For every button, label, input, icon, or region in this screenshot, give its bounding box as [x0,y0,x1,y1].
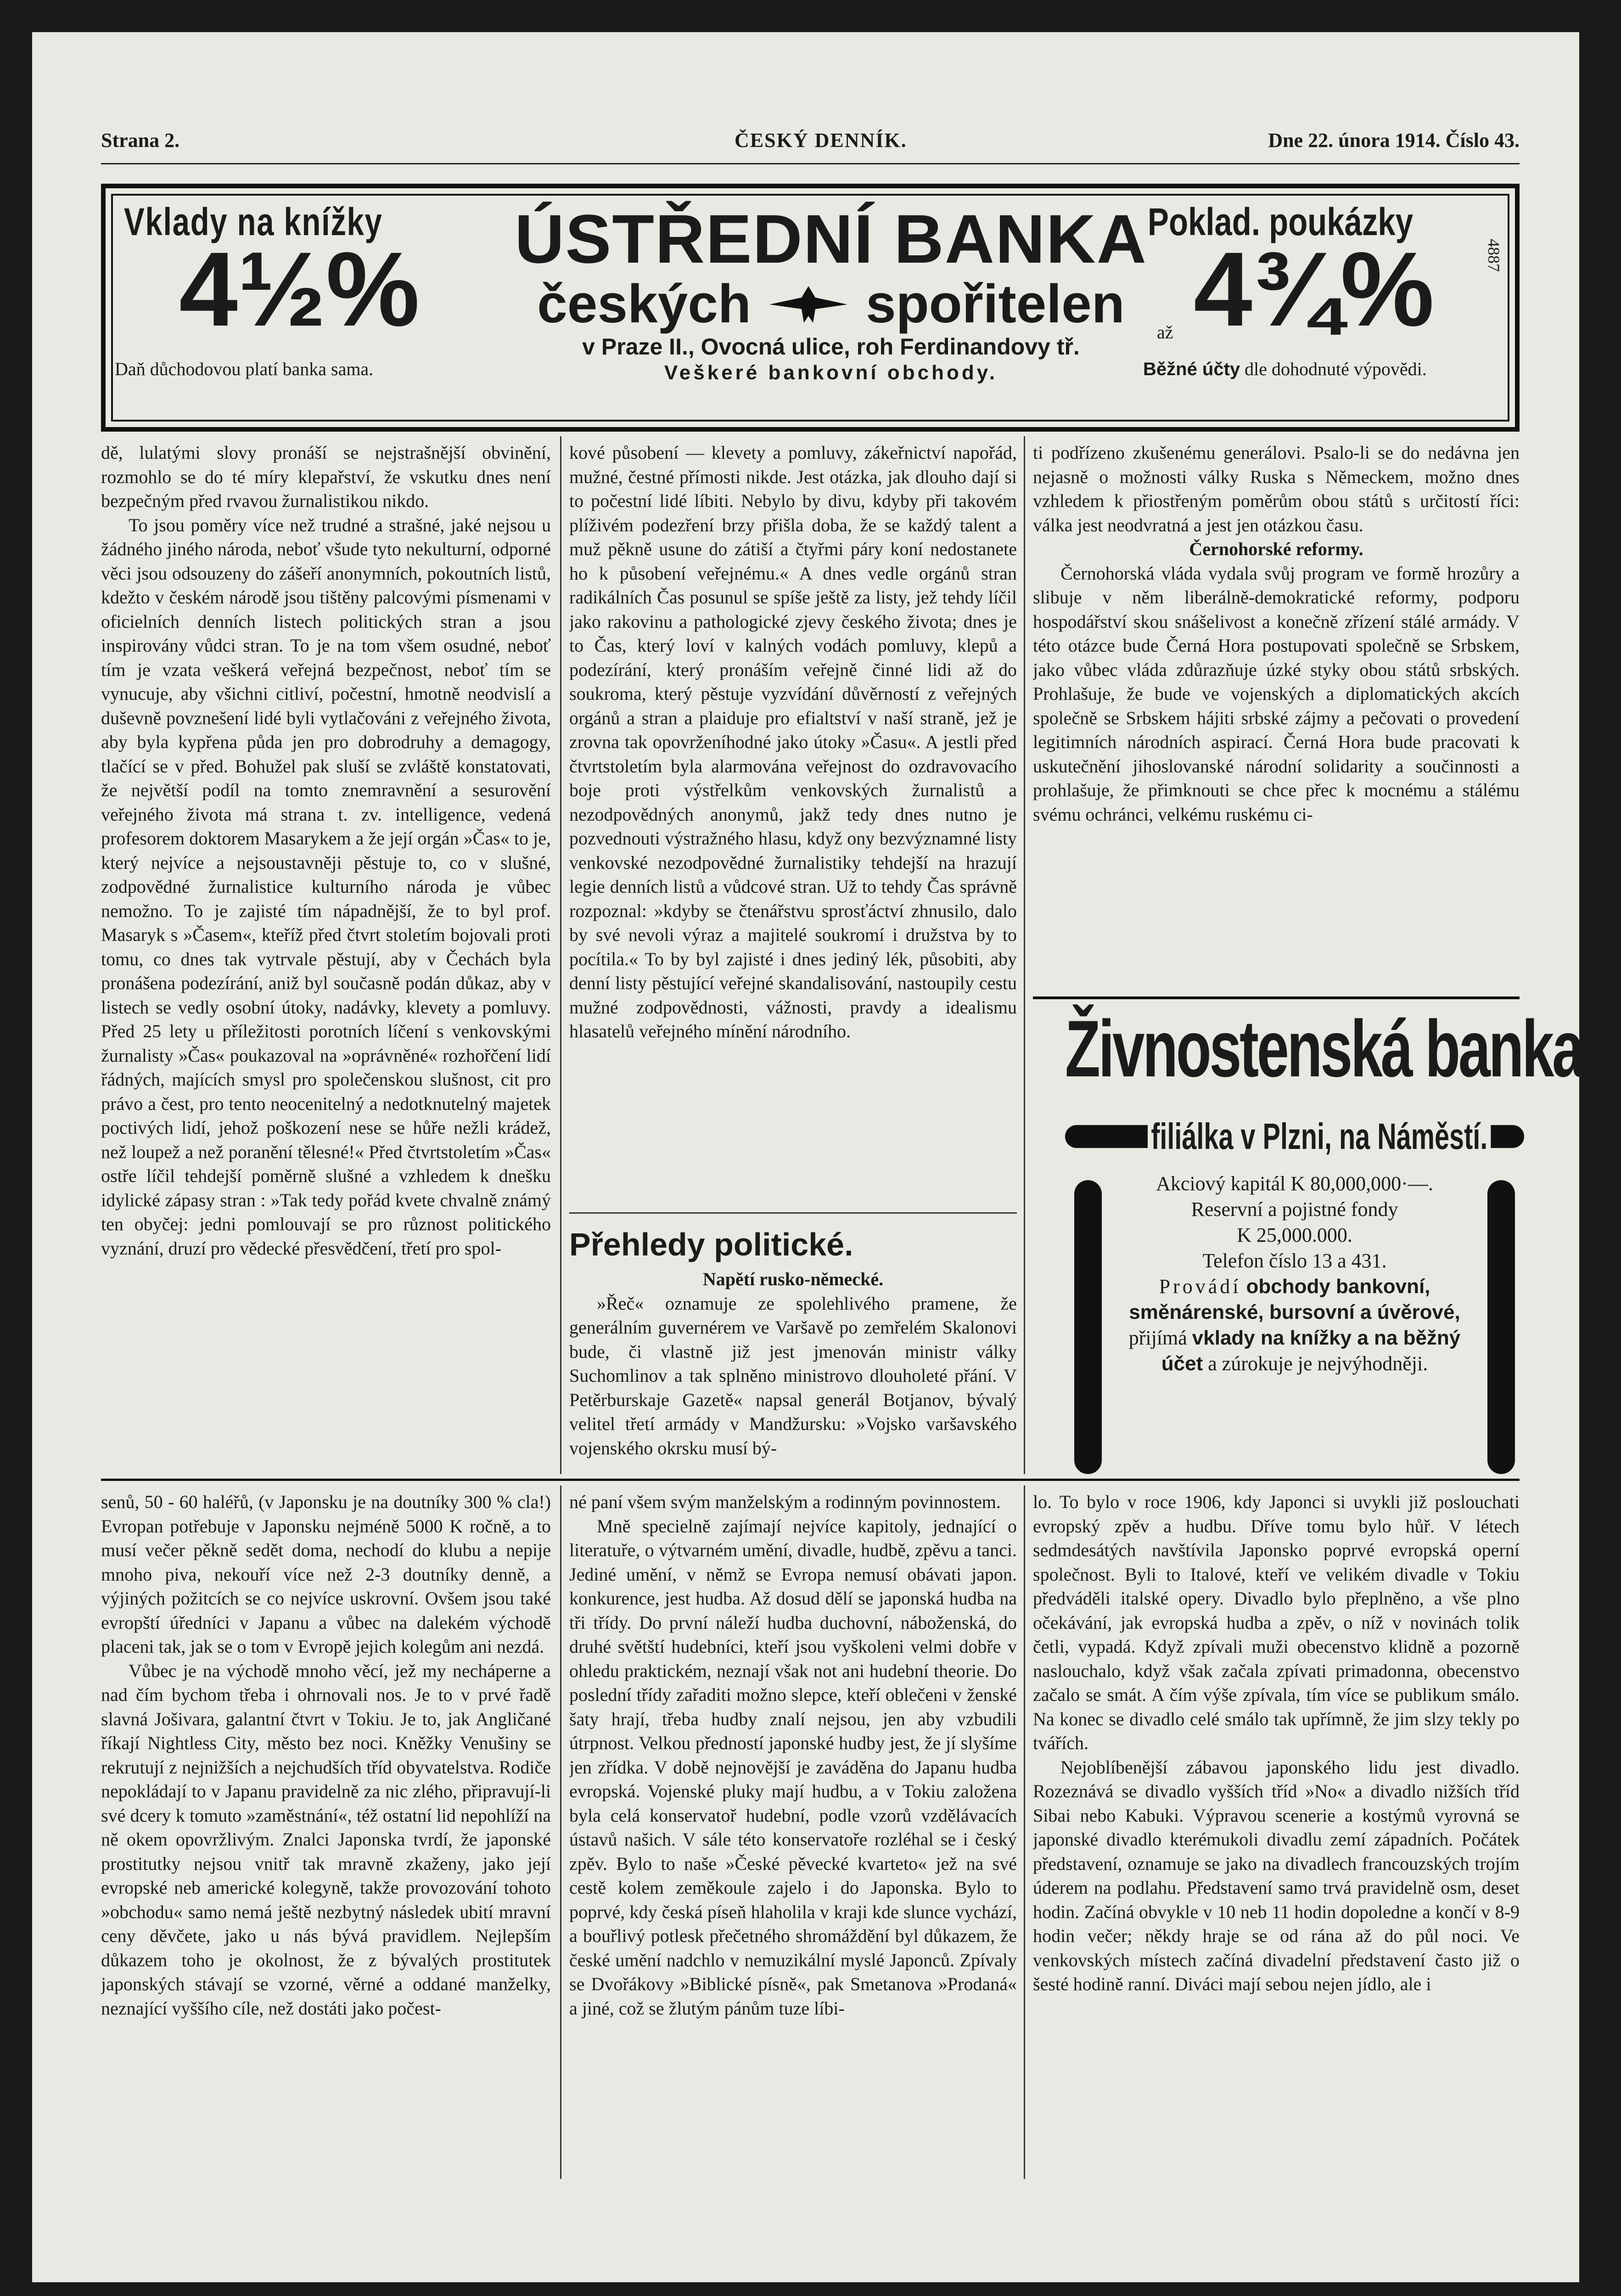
deposit-note: Daň důchodovou platí banka sama. [115,359,374,379]
header-rule [101,163,1520,164]
lower1-paragraph: senů, 50 - 60 haléřů, (v Japonsku je na doutníky 300 % cla!) Evropan potřebuje v Japonsku nejméně 5000 K ročně, a to musí večer pěkně sedět doma, nechodí do klubu a nepije mnoho piva, nekouří více než 2-3 doutníky denně, a výjiných požitcích se co nejvíce uskrovní. Ovšem jsou také evropští úředníci v Japanu a vůbec na dalekém východě placeni tak, jak se o tom v Evropě jejich kolegům ani nezdá. [101,1491,551,1657]
zivno-phone: Telefon číslo 13 a 431. [1202,1249,1387,1272]
bank-subtitle-right: spořitelen [865,274,1125,334]
bank-address: v Praze II., Ovocná ulice, roh Ferdinandovy tř. [582,334,1080,360]
zivno-services-4: vklady na knížky a na běžný účet [1161,1327,1461,1375]
politics-section [569,1221,1017,1474]
zivno-branch-label: filiálka v Plzni, na Náměstí. [1148,1116,1491,1157]
upper-column-3 [1033,441,1520,992]
zivno-services [1120,1274,1469,1377]
zivno-capital: Akciový kapitál K 80,000,000·—. [1156,1172,1433,1195]
zivno-branch [1065,1116,1524,1157]
lower-column-2 [569,1490,1017,2179]
lower-column-1 [101,1490,551,2179]
montenegro-title: Černohorské reformy. [1189,539,1363,559]
col1-paragraph: dě, lulatými slovy pronáší se nejstrašnější obvinění, rozmohlo se do té míry klepařství, že vskutku dnes není bezpečným před rvavou žurnalistikou nikdo. [101,442,551,511]
bank-name: ÚSTŘEDNÍ BANKA [515,200,1147,277]
treasury-rate: 4¾% [1194,230,1435,348]
lower3-paragraph: Nejoblíbenější zábavou japonského lidu jest divadlo. Rozeznává se divadlo vyšších tříd »No« a divadlo nižších tříd Sibai nebo Kabuki. Výpravou scenerie a kostýmů vyrovná se japonské divadlo kterémukoli divadlu zemí západních. Počátek představení, oznamuje se jako na divadlech francouzských trojím úderem na podlahu. Představení samo trvá pravidelně osm, deset hodin. Začíná obvykle v 10 neb 11 hodin dopoledne a končí v 8-9 hodin večer; někdy hraje se od rána až do půl noci. Ve venkovských místech začíná divadelní představení často již o šesté hodině ranní. Diváci mají sebou nejen jídlo, ale i [1033,1756,1520,1994]
column-rule-4 [1024,1486,1025,2179]
zivno-right-bracket [1487,1180,1515,1474]
zivno-services-2: obchody bankovní, směnárenské, bursovní a úvěrové, [1129,1275,1460,1323]
bank-subtitle [482,276,1180,333]
eagle-emblem-icon [769,284,847,325]
zivnostenska-banka-ad [1065,1004,1582,1488]
col2-paragraph: kové působení — klevety a pomluvy, zákeřnictví napořád, mužné, čestné přímosti nikde. Jest otázka, jak dlouho dají si to počestní lidé líbiti. Nebylo by divu, kdyby při takovém plíživém podezření brzy přišla doba, že se každý talent a muž pěkně usune do zátiší a čtyřmi páry koní nedostanete ho k působení veřejnému.« A dnes vedle orgánů stran radikálních Čas posunul se spíše ještě za listy, jež tehdy líčil jako rakovinu a pathologické zjevy českého života; dnes je to Čas, který loví v kalných vodách pomluvy, klepů a podezírání, který pronáším veřejně činné lidi až do soukroma, který pěstuje vyzvídání důvěrností z veřejných orgánů a stran a plaiduje pro efialtství v naší straně, jež je zrovna tak opovrženíhodné jako útoky »Času«. A jestli před čtvrtstoletím byla alarmována veřejnost do ozdravovacího boje proti výstřelkům venkovských žurnalistů a nezodpovědných anonymů, jakž tedy dnes nutno je pozvednouti výstražného hlasu, když ony bezvýznamné listy venkovské nezodpovědné žurnalistiky tehdejší na hrazují legie denních listů a vůdcové stran. Už to tehdy Čas správně rozpoznal: »kdyby se čtenářstvu sprosťáctví zhnusilo, dalo by své nevoli výraz a majitelé soukromí i družstva by to pocítila.« To by byl zajisté i dnes jediný lék, působiti, aby denní listy pěstující veřejné skandalisování, nastoupily cestu mužné zodpovědnosti, vážnosti, pravdy a idealismu hlasatelů veřejného mínění národního. [569,442,1017,1041]
col3-paragraph: ti podřízeno zkušenému generálovi. Psalo-li se do nedávna jen nejasně o možnosti války Ruska s Německem, možno dnes vzhledem k přiostřeným poměrům obou států s určitostí říci: válka jest neodvratná a jest jen otázkou času. [1033,442,1520,535]
politics-text: »Řeč« oznamuje ze spolehlivého pramene, že generálním guvernérem ve Varšavě po zemřelém Skalonovi bude, či vlastně již jest jmenován ministr války Suchomlinov a tak splněno ministrovo dlouholeté přání. V Petěrburskaje Gazetě« napsal generál Botjanov, bývalý velitel třetí armády v Mandžursku: »Vojsko varšavského vojenského okrsku musí bý- [569,1293,1017,1458]
section-divider [101,1479,1520,1481]
ustredni-banka-ad [101,184,1520,432]
issue-date: Dne 22. února 1914. Číslo 43. [1268,129,1520,152]
lower2-paragraph: né paní všem svým manželským a rodinným povinnostem. [569,1491,1001,1512]
zivno-services-5: a zúrokuje je nejvýhodněji. [1208,1352,1428,1375]
newspaper-page [32,32,1582,2282]
newspaper-title: ČESKÝ DENNÍK. [735,129,907,152]
column-rule-3 [560,1486,561,2179]
ad-code: 4887 [1485,239,1503,272]
politics-top-rule [569,1212,1017,1214]
page-number: Strana 2. [101,129,180,152]
bank-services: Veškeré bankovní obchody. [664,361,998,384]
zivno-title: Živnostenská banka [1065,1004,1582,1094]
page-header [101,124,1520,161]
politics-subtitle: Napětí rusko-německé. [702,1269,884,1289]
bank-subtitle-left: českých [537,274,751,334]
zivno-body [1120,1171,1469,1377]
current-accounts-note: dle dohodnuté výpovědi. [1240,359,1427,379]
zivno-top-rule [1033,996,1520,999]
upper-column-1 [101,441,551,1474]
upper-column-2 [569,441,1017,1221]
treasury-title: Poklad. poukázky [1148,200,1413,243]
politics-title: Přehledy politické. [569,1227,853,1262]
treasury-note [1143,358,1427,380]
zivno-reserve-amount: K 25,000.000. [1237,1224,1352,1246]
ad-center-panel [482,202,1180,422]
column-rule-2 [1024,436,1025,1474]
lower2-paragraph: Mně specielně zajímají nejvíce kapitoly, jednající o literatuře, o výtvarném umění, divadle, hudbě, zpěvu a tanci. Jediné umění, v němž se Evropa nemusí obávati japon. konkurence, jest hudba. Až dosud dělí se japonská hudba na tři třídy. Do první náleží hudba duchovní, náboženská, do druhé světští hudebníci, kteří jsou vyškoleni velmi dobře v ohledu praktickém, neznají však not ani hudební theorie. Do poslední třídy zařaditi možno slepce, kteří oblečeni v ženské šaty hrají, třeba hudby znalí nejsou, jen aby vzbudili útrpnost. Velkou předností japonské hudby jest, že jí slyšíme jen zřídka. V době nejnovější je zaváděna do Japanu hudba evropská. Vojenské pluky mají hudbu, a v Tokiu založena byla celá konservatoř hudební, podle vzorů vzdělávacích ústavů našich. V sále této konservatoře rozléhal se i český zpěv. Bylo to naše »České pěvecké kvarteto« jež na své cestě kolem zeměkoule zajelo i do Japonska. Bylo to poprvé, kdy česká píseň hlaholila v kraji kde slunce vychází, a bouřlivý potlesk přečetného shromáždění byl důkazem, že české umění nadchlo v nemuzikální myslé Japonců. Zpívaly se Dvořákovy »Biblické písně«, pak Smetanova »Prodaná« a jiné, což se žlutým pánům tuze líbi- [569,1515,1017,2019]
col3-paragraph: Černohorská vláda vydala svůj program ve formě hrozůry a slibuje v něm liberálně-demokratické reformy, podporu hospodářství skou snášelivost a konečně zřízení stálé armády. V této otázce bude Černá Hora postupovati společně se Srbskem, jako vůbec vláda zdůrazňuje úzké styky obou států srbských. Prohlašuje, že bude ve vojenských a diplomatických akcích společně se Srbskem hájiti srbské zájmy a pečovati o provedení legitimních národních aspirací. Černá Hora bude pracovati k uskutečnění jihoslovanské národní solidarity a součinnosti a prohlašuje, že přimknouti se chce přec k mocnému a stálému svému ochránci, velkému ruskému ci- [1033,563,1520,825]
zivno-services-3: přijímá [1128,1327,1187,1349]
zivno-left-bracket [1074,1180,1102,1474]
current-accounts-label: Běžné účty [1143,359,1240,379]
lower-column-3 [1033,1490,1520,2179]
deposit-rate: 4½% [179,230,420,348]
deposit-title: Vklady na knížky [124,200,383,243]
lower3-paragraph: lo. To bylo v roce 1906, kdy Japonci si uvykli již poslouchati evropský zpěv a hudbu. Dříve tomu bylo hůř. V létech sedmdesátých navštívila Japonsko poprvé evropská operní společnost. Byli to Italové, kteří ve velikém divadle v Tokiu předváděli italské opery. Divadlo bylo přeplněno, a vše plno očekávání, jak evropská hudba a zpěv, o níž v novinách tolik četli, vypadá. Když zpívali muži obecenstvo klidně a pozorně naslouchalo, když však začala zpívati primadonna, obecenstvo začalo se smát. A čím výše zpívala, tím více se publikum smálo. Na konec se divadlo celé smálo tak upřímně, že jim slzy tekly po tvářích. [1033,1491,1520,1753]
lower1-paragraph: Vůbec je na východě mnoho věcí, jež my necháperne a nad čím bychom třeba i ohrnovali nos. Je to v prvé řadě slavná Jošivara, galantní čtvrt v Tokiu. Je to, jak Angličané říkají Nightless City, město bez noci. Kněžky Venušiny se rekrutují z nejnižších a nejchudších tříd obyvatelstva. Rodiče nepokládají to v Japanu pravidelně za nic zlého, připravují-li své dcery k tomuto »zaměstnání«, též ostatní lid nepohlíží na ně okem opovržlivým. Znalci Japonska tvrdí, že japonské prostitutky nejsou vnitř tak mravně zkaženy, jako její evropské neb americké kolegyně, takže provozování tohoto »obchodu« samo nemá ještě nezbytný následek ubití mravní ceny děvčete, jako u nás bývá pravidlem. Nejlepším důkazem toho je okolnost, že z bývalých prostitutek japonských stávají se vzorné, věrné a oddané manželky, neznající vyššího cíle, než dostáti jako počest- [101,1660,551,2019]
column-rule-1 [560,436,561,1474]
zivno-services-1: Provádí [1159,1275,1241,1298]
ad-right-panel [1143,200,1503,416]
ad-left-panel [115,200,482,416]
treasury-upto: až [1157,322,1173,343]
col1-paragraph: To jsou poměry více než trudné a strašné, jaké nejsou u žádného jiného národa, neboť všude tyto nekulturní, odporné věci jsou odsouzeny do zášeří anonymních, pokoutních listů, kdežto v českém národě jsou tištěny palcovými písmenami v oficielních denních listech politických stran a jsou inspirovány vůdci stran. To je na tom všem osudné, neboť tím je vzata veškerá veřejná bezpečnost, neboť tím se vynucuje, aby všichni citliví, počestní, hmotně neodvislí a duševně povznešení lidé byli vytlačováni z veřejného života, aby byla kypřena půda jen pro dobrodruhy a demagogy, tlačící se v před. Bohužel pak sluší se zvláště konstatovati, že největší podíl na tomto znemravnění a sesurovění veřejného života má strana t. zv. intelligence, vedená profesorem doktorem Masarykem a že její orgán »Čas« to je, který nejvíce a nejsoustavněji pěstuje to, co v slušné, zodpovědné žurnalistice kulturního národa je vůbec nemožno. To je zajisté tím nápadnější, že to byl prof. Masaryk s »Časem«, kteříž před čtvrt stoletím bojovali proti tomu, co dnes tak vytrvale pěstují, aby v Čechách byla pronášena podezírání, aniž byl současně podán důkaz, aby v listech se vedly osobní útoky, nadávky, klevety a pomluvy. Před 25 lety u příležitosti porotních líčení s venkovskými žurnalisty »Čas« poukazoval na »oprávněné« rozhořčení lidí řádných, majících smysl pro společenskou slušnost, cit pro právo a čest, pro tento neocenitelný a nedotknutelný majetek poctivých lidí, jehož poškození nese se hůře nežli krádež, než loupež a než poranění tělesné!« Před čtvrtstoletím »Čas« ostře líčil tehdejší poměrně slušné a vzhledem k dnešku idylické zápasy stran : »Tak tedy pořád kvete chvalně známý ten obyčej: jedni pomlouvají se pro různost politického vyznání, druzí pro vědecké přesvědčení, třetí pro spol- [101,514,551,1259]
zivno-reserve: Reservní a pojistné fondy [1191,1198,1398,1221]
